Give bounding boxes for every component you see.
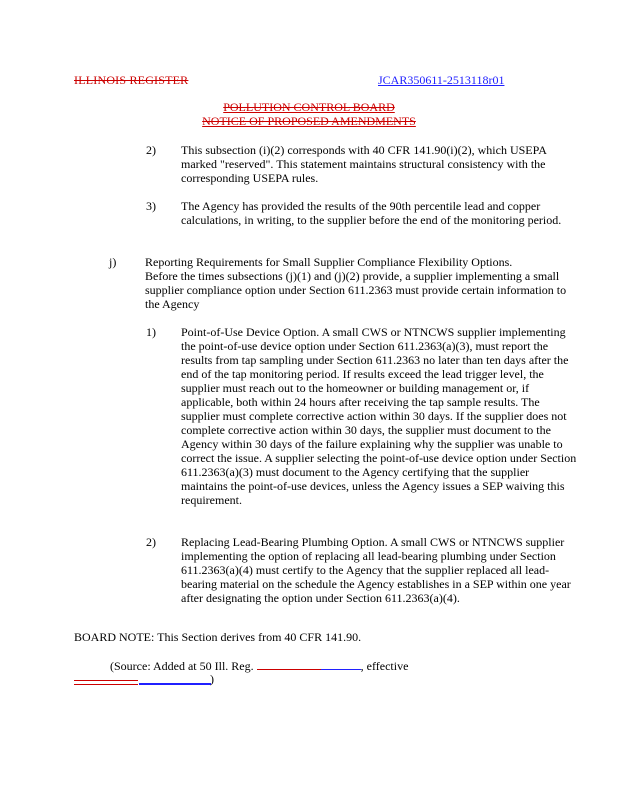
board-title: POLLUTION CONTROL BOARD bbox=[223, 100, 395, 114]
source-close: ) bbox=[210, 672, 214, 686]
board-note: BOARD NOTE: This Section derives from 40 CFR 141.90. bbox=[74, 630, 362, 644]
item-j1-number: 1) bbox=[146, 325, 156, 339]
source-suffix: , effective bbox=[360, 659, 409, 673]
source-blank-line-blue bbox=[139, 683, 211, 685]
subsection-j-intro: Before the times subsections (j)(1) and (j)(2) provide, a supplier implementing a small supplier compliance option under Section 611.2363 must provide certain information to the Agency bbox=[145, 269, 567, 311]
header-left: ILLINOIS REGISTER bbox=[74, 73, 189, 87]
source-blank-line-red bbox=[74, 680, 138, 681]
source-blank-line-red-2 bbox=[74, 684, 138, 685]
header-right-doc-id: JCAR350611-2513118r01 bbox=[378, 73, 505, 87]
source-prefix: (Source: Added at 50 Ill. Reg. bbox=[110, 659, 254, 673]
subsection-j-heading: Reporting Requirements for Small Supplier Compliance Flexibility Options. bbox=[145, 255, 513, 269]
item-j1-text: Point-of-Use Device Option. A small CWS or NTNCWS supplier implementing the point-of-use device option under Section 611.2363(a)(3), must report the results from tap sampling under Section 611.2363 no later than ten days after the end of the tap monitoring period. If results exceed the lead trigger level, the supplier must reach out to the homeowner or building management or, if applicable, both within 24 hours after receiving the tap sample results. The supplier must complete corrective action within 30 days. If the supplier does not complete corrective action within 30 days, the supplier must document to the Agency within 30 days of the failure explaining why the supplier was unable to correct the issue. A supplier selecting the point-of-use device option under Section 611.2363(a)(3) must document to the Agency certifying that the supplier maintains the point-of-use devices, unless the Agency issues a SEP waiving this requirement. bbox=[181, 325, 577, 507]
source-line bbox=[110, 658, 570, 673]
item-i3-number: 3) bbox=[146, 199, 156, 213]
notice-title: NOTICE OF PROPOSED AMENDMENTS bbox=[202, 114, 416, 128]
subsection-j-number: j) bbox=[109, 255, 117, 269]
item-j2-text: Replacing Lead-Bearing Plumbing Option. A small CWS or NTNCWS supplier implementing the option of replacing all lead-bearing plumbing under Section 611.2363(a)(4) must certify to the Agency that the supplier replaced all lead-bearing material on the schedule the Agency establishes in a SEP within one year after designating the option under Section 611.2363(a)(4). bbox=[181, 535, 571, 605]
item-i3-text: The Agency has provided the results of the 90th percentile lead and copper calculations, in writing, to the supplier before the end of the monitoring period. bbox=[181, 199, 562, 227]
source-blank-red bbox=[257, 658, 321, 670]
item-i2-number: 2) bbox=[146, 143, 156, 157]
item-j2-number: 2) bbox=[146, 535, 156, 549]
item-i2-text: This subsection (i)(2) corresponds with 40 CFR 141.90(i)(2), which USEPA marked "reserved". This statement maintains structural consistency with the corresponding USEPA rules. bbox=[181, 143, 547, 185]
source-blank-blue bbox=[321, 658, 361, 670]
